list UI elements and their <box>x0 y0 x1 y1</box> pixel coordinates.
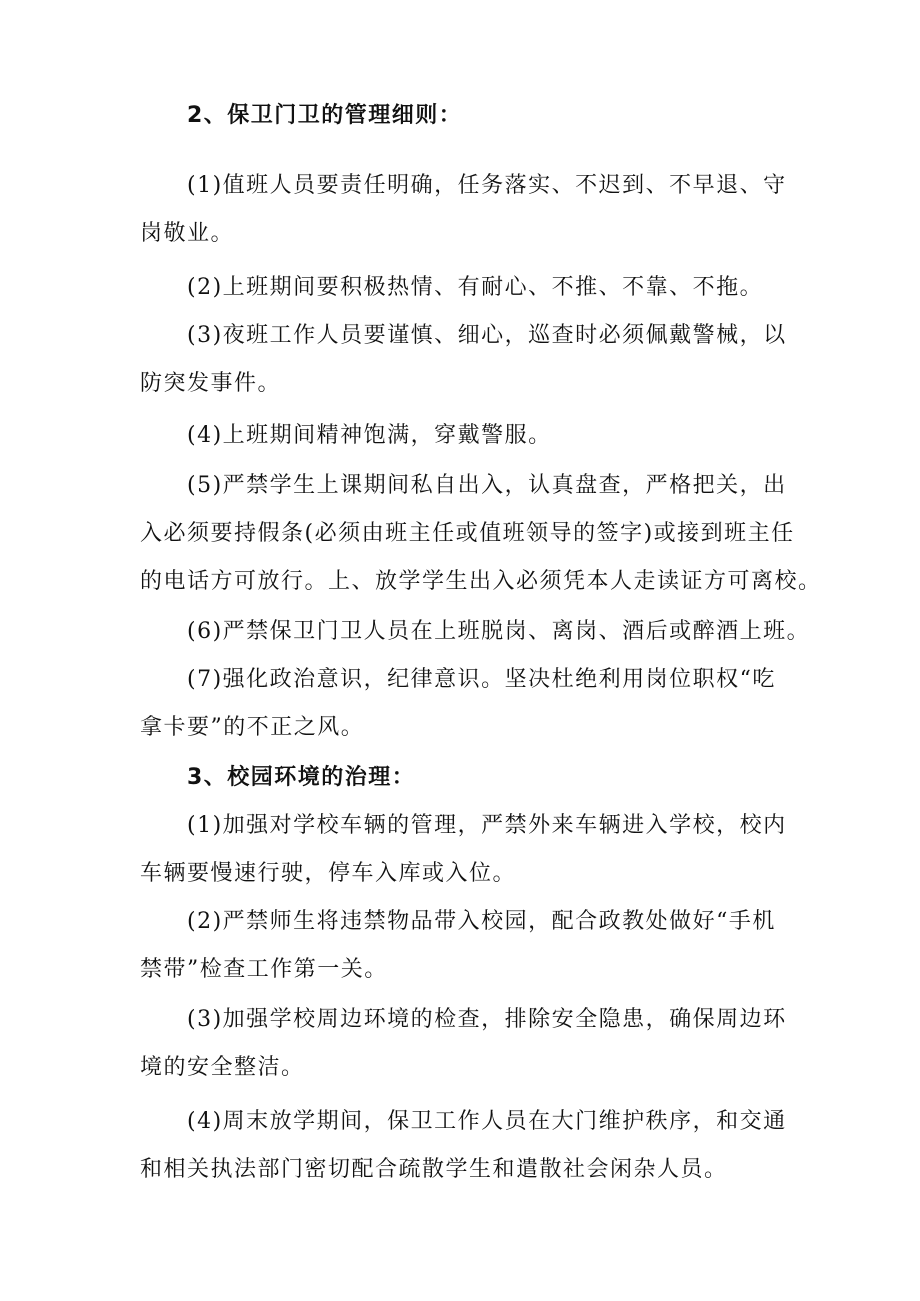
paragraph-item <box>140 996 790 1092</box>
paragraph-item <box>140 162 790 258</box>
paragraph-item <box>140 412 790 460</box>
paragraph-item <box>140 656 790 752</box>
paragraph-line: (2)严禁师生将违禁物品带入校园，配合政教处做好“手机 <box>187 909 776 934</box>
paragraph-line: 的电话方可放行。上、放学学生出入必须凭本人走读证方可离校。 <box>140 569 822 594</box>
paragraph-item <box>140 1098 790 1194</box>
paragraph-line: (4)周末放学期间，保卫工作人员在大门维护秩序，和交通 <box>187 1109 787 1134</box>
paragraph-item <box>140 898 790 994</box>
paragraph-item <box>140 462 822 606</box>
paragraph-line: 禁带”检查工作第一关。 <box>140 957 388 982</box>
section-heading-2 <box>140 92 790 140</box>
heading-text: 2、保卫门卫的管理细则： <box>187 103 463 128</box>
paragraph-line: 车辆要慢速行驶，停车入库或入位。 <box>140 861 517 886</box>
heading-text: 3、校园环境的治理： <box>187 765 416 790</box>
paragraph-item <box>140 802 790 898</box>
paragraph-item <box>140 608 811 656</box>
paragraph-line: 拿卡要”的不正之风。 <box>140 715 365 740</box>
paragraph-line: (6)严禁保卫门卫人员在上班脱岗、离岗、酒后或醉酒上班。 <box>187 619 811 644</box>
paragraph-item <box>140 264 790 312</box>
paragraph-line: 岗敬业。 <box>140 221 235 246</box>
paragraph-line: 防突发事件。 <box>140 371 282 396</box>
paragraph-line: (4)上班期间精神饱满，穿戴警服。 <box>187 423 552 448</box>
paragraph-line: (3)夜班工作人员要谨慎、细心，巡查时必须佩戴警械，以 <box>187 323 787 348</box>
paragraph-line: (5)严禁学生上课期间私自出入，认真盘查，严格把关，出 <box>187 473 787 498</box>
paragraph-line: (3)加强学校周边环境的检查，排除安全隐患，确保周边环 <box>187 1007 787 1032</box>
paragraph-line: (1)加强对学校车辆的管理，严禁外来车辆进入学校，校内 <box>187 813 787 838</box>
paragraph-line: (2)上班期间要积极热情、有耐心、不推、不靠、不拖。 <box>187 275 764 300</box>
paragraph-line: 入必须要持假条(必须由班主任或值班领导的签字)或接到班主任 <box>140 521 795 546</box>
section-heading-3 <box>140 754 790 802</box>
paragraph-item <box>140 312 790 408</box>
paragraph-line: 和相关执法部门密切配合疏散学生和遣散社会闲杂人员。 <box>140 1157 728 1182</box>
paragraph-line: (1)值班人员要责任明确，任务落实、不迟到、不早退、守 <box>187 173 787 198</box>
paragraph-line: (7)强化政治意识，纪律意识。坚决杜绝利用岗位职权“吃 <box>187 667 776 692</box>
paragraph-line: 境的安全整洁。 <box>140 1055 305 1080</box>
